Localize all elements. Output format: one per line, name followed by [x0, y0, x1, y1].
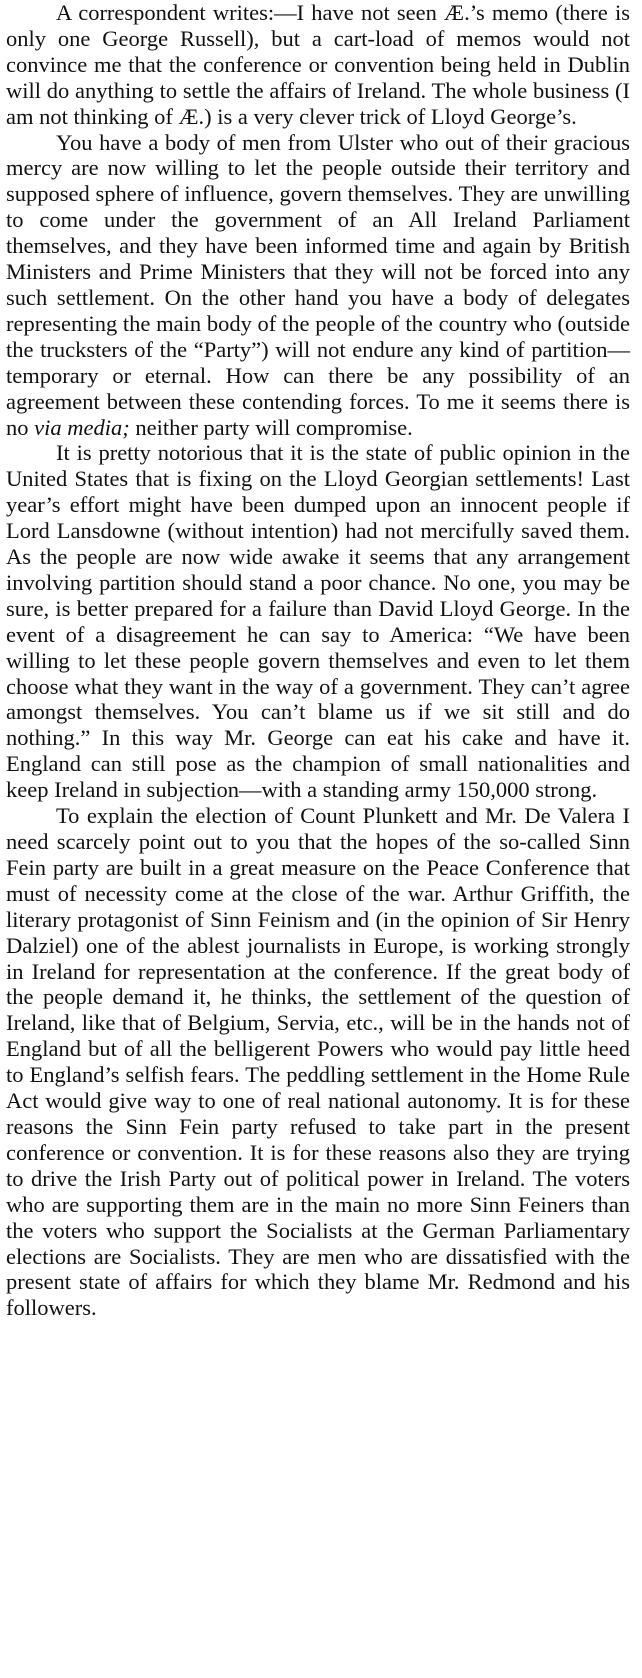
paragraph-election-explanation	[6, 803, 630, 1321]
paragraph-text: To explain the election of Count Plunkett and Mr. De Valera I need scarcely point out to you that the hopes of the so-called Sinn Fein party are built in a great measure on the Peace Conference that must of necessity come at the close of the war. Arthur Griffith, the literary protagonist of Sinn Feinism and (in the opinion of Sir Henry Dalziel) one of the ablest journalists in Europe, is working strongly in Ireland for representation at the conference. If the great body of the people demand it, he thinks, the settlement of the question of Ireland, like that of Belgium, Servia, etc., will be in the hands not of England but of all the belligerent Powers who would pay little heed to England’s selfish fears. The peddling settlement in the Home Rule Act would give way to one of real national autonomy. It is for these reasons the Sinn Fein party refused to take part in the present conference or convention. It is for these reasons also they are trying to drive the Irish Party out of political power in Ireland. The voters who are supporting them are in the main no more Sinn Feiners than the voters who support the Socialists at the German Parliamentary elections are Socialists. They are men who are dissatisfied with the present state of affairs for which they blame Mr. Redmond and his followers.	[6, 803, 630, 1321]
paragraph-text: You have a body of men from Ulster who out of their gracious mercy are now willing to let the people outside their territory and supposed sphere of influence, govern themselves. They are unwilling to come under the government of an All Ireland Parliament themselves, and they have been informed time and again by British Ministers and Prime Ministers that they will not be forced into any such settlement. On the other hand you have a body of delegates representing the main body of the people of the country who (outside the trucksters of the “Party”) will not endure any kind of partition—temporary or eternal. How can there be any possibility of an agreement between these contending forces. To me it seems there is no	[6, 129, 630, 440]
paragraph-ulster-delegates	[6, 130, 630, 441]
paragraph-text: neither party will compromise.	[129, 414, 413, 440]
italic-phrase: via media;	[34, 414, 130, 440]
paragraph-public-opinion	[6, 440, 630, 803]
paragraph-correspondent-writes	[6, 0, 630, 130]
paragraph-text: It is pretty notorious that it is the state of public opinion in the United States that is fixing on the Lloyd Georgian settlements! Last year’s effort might have been dumped upon an innocent people if Lord Lansdowne (without intention) had not mercifully saved them. As the people are now wide awake it seems that any arrangement involving partition should stand a poor chance. No one, you may be sure, is better prepared for a failure than David Lloyd George. In the event of a disagreement he can say to America: “We have been willing to let these people govern themselves and even to let them choose what they want in the way of a government. They can’t agree amongst themselves. You can’t blame us if we sit still and do nothing.” In this way Mr. George can eat his cake and have it. England can still pose as the champion of small nationalities and keep Ireland in subjection—with a standing army 150,000 strong.	[6, 440, 630, 803]
paragraph-text: A correspondent writes:—I have not seen Æ.’s memo (there is only one George Russell), but a cart-load of memos would not convince me that the conference or convention being held in Dublin will do anything to settle the affairs of Ireland. The whole business (I am not thinking of Æ.) is a very clever trick of Lloyd George’s.	[6, 0, 630, 129]
